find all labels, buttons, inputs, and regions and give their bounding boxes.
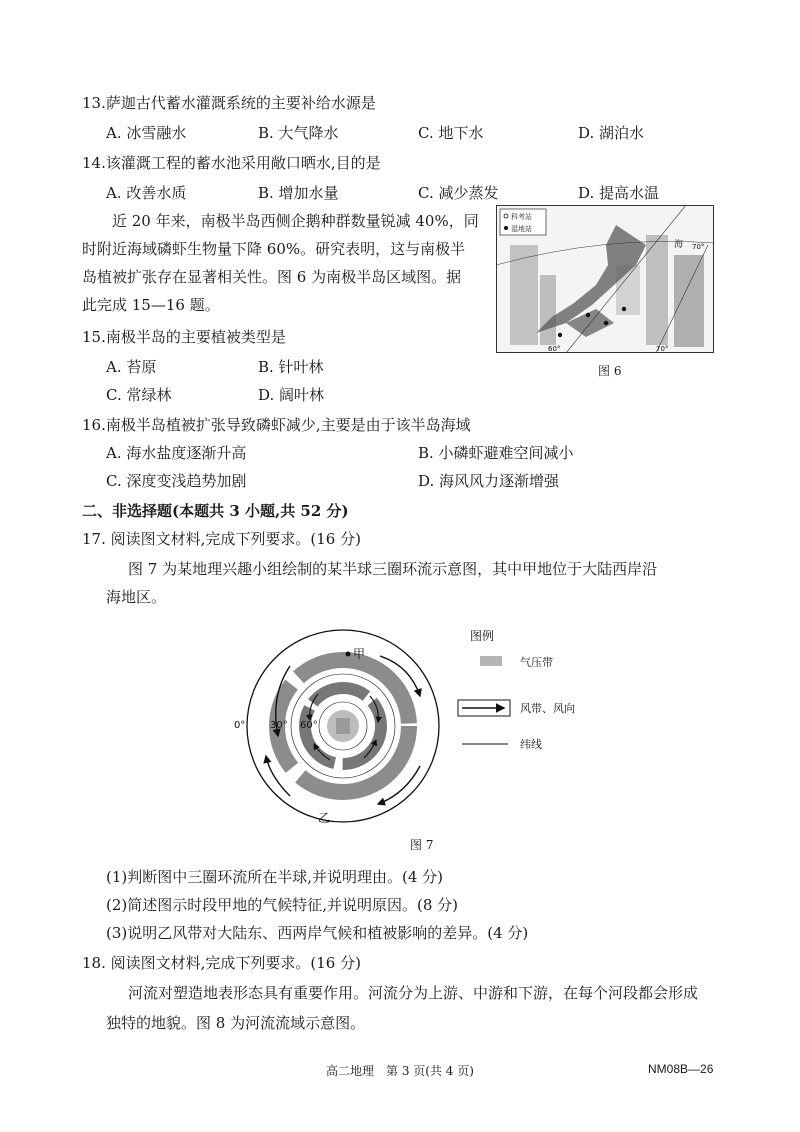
passage-line-4: 此完成 15—16 题。: [82, 296, 220, 314]
q17-sub-1: (1)判断图中三圈环流所在半球,并说明理由。(4 分): [106, 868, 444, 886]
footer-code: NM08B—26: [648, 1062, 714, 1076]
fig7-legend-lat: 纬线: [520, 738, 542, 751]
fig7-legend-wind: 风带、风向: [520, 702, 575, 715]
antarctic-peninsula-map: [496, 205, 714, 353]
q18-intro-line-2: 独特的地貌。图 8 为河流流域示意图。: [106, 1014, 366, 1032]
q17-intro-line-2: 海地区。: [106, 588, 167, 606]
fig7-lat-0-label: 0°: [234, 720, 246, 731]
q13-option-b: B. 大气降水: [258, 124, 339, 142]
fig7-jia-label: 甲: [353, 647, 366, 661]
fig7-lat-30-label: 30°: [270, 720, 288, 731]
q18-intro-line-1: 河流对塑造地表形态具有重要作用。河流分为上游、中游和下游，在每个河段都会形成: [128, 984, 699, 1002]
q15-option-d: D. 阔叶林: [258, 386, 325, 404]
q13-option-a: A. 冰雪融水: [106, 124, 187, 142]
passage-line-1: 近 20 年来，南极半岛西侧企鹅种群数量锐减 40%，同: [112, 212, 479, 230]
passage-line-3: 岛植被扩张存在显著相关性。图 6 为南极半岛区域图。据: [82, 268, 462, 286]
q17-sub-3: (3)说明乙风带对大陆东、西两岸气候和植被影响的差异。(4 分): [106, 924, 529, 942]
figure-7-circulation: [230, 626, 590, 826]
question-14-stem: 14.该灌溉工程的蓄水池采用敞口晒水,目的是: [82, 154, 381, 172]
fig6-legend-wetland: 湿地站: [511, 225, 532, 233]
question-17-stem: 17. 阅读图文材料,完成下列要求。(16 分): [82, 530, 361, 548]
fig7-legend-title: 图例: [470, 629, 495, 643]
footer-page-number: 高二地理 第 3 页(共 4 页): [326, 1064, 474, 1078]
question-16-stem: 16.南极半岛植被扩张导致磷虾减少,主要是由于该半岛海域: [82, 416, 471, 434]
fig7-yi-label: 乙: [318, 811, 331, 825]
q14-option-c: C. 减少蒸发: [418, 184, 499, 202]
q16-option-b: B. 小磷虾避难空间减小: [418, 444, 574, 462]
q14-option-b: B. 增加水量: [258, 184, 339, 202]
q16-option-a: A. 海水盐度逐渐升高: [106, 444, 247, 462]
q14-option-d: D. 提高水温: [578, 184, 660, 202]
fig7-lat-60-label: 60°: [300, 720, 318, 731]
fig6-legend-station: 科考站: [511, 213, 532, 221]
q17-intro-line-1: 图 7 为某地理兴趣小组绘制的某半球三圈环流示意图，其中甲地位于大陆西岸沿: [128, 560, 658, 578]
passage-line-2: 时附近海域磷虾生物量下降 60%。研究表明，这与南极半: [82, 240, 466, 258]
fig6-lon-label-2: 70°: [656, 345, 669, 353]
q16-option-d: D. 海风风力逐渐增强: [418, 472, 560, 490]
fig6-lon-label-1: 60°: [548, 345, 561, 353]
figure-6-caption: 图 6: [598, 364, 622, 378]
three-cell-circulation-diagram: [230, 626, 590, 826]
question-13-stem: 13.萨迦古代蓄水灌溉系统的主要补给水源是: [82, 94, 376, 112]
figure-7-caption: 图 7: [410, 838, 434, 852]
q15-option-c: C. 常绿林: [106, 386, 172, 404]
q16-option-c: C. 深度变浅趋势加剧: [106, 472, 247, 490]
section-2-title: 二、非选择题(本题共 3 小题,共 52 分): [82, 502, 349, 520]
q13-option-d: D. 湖泊水: [578, 124, 645, 142]
q15-option-b: B. 针叶林: [258, 358, 324, 376]
figure-6-map: [496, 205, 714, 353]
question-18-stem: 18. 阅读图文材料,完成下列要求。(16 分): [82, 954, 361, 972]
fig6-lat-label: 70°: [692, 243, 705, 251]
fig7-legend-pressure: 气压带: [520, 656, 553, 669]
q14-option-a: A. 改善水质: [106, 184, 187, 202]
fig6-sea-label: 海: [674, 240, 684, 250]
q17-sub-2: (2)简述图示时段甲地的气候特征,并说明原因。(8 分): [106, 896, 459, 914]
q13-option-c: C. 地下水: [418, 124, 484, 142]
question-15-stem: 15.南极半岛的主要植被类型是: [82, 328, 286, 346]
q15-option-a: A. 苔原: [106, 358, 157, 376]
